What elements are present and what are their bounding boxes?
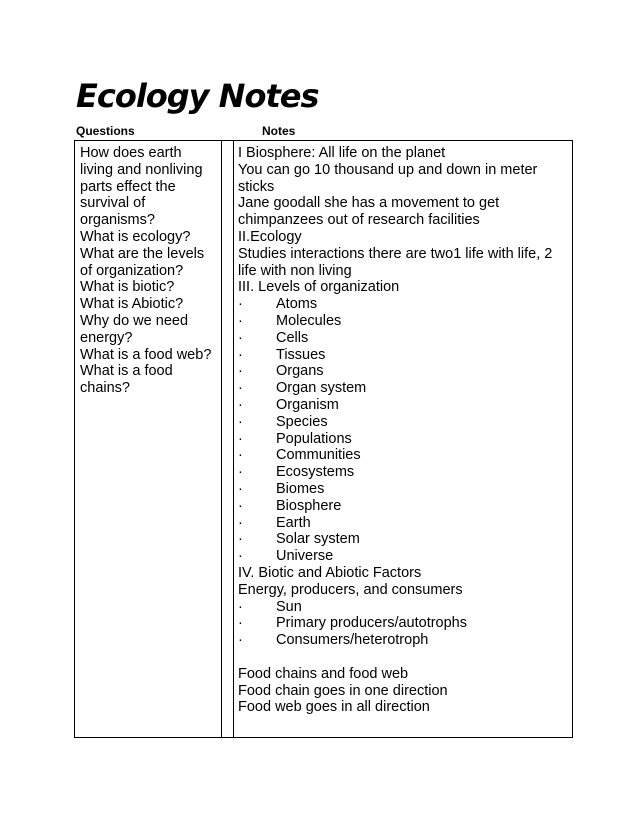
level-label: Molecules — [276, 312, 342, 329]
level-label: Biomes — [276, 480, 325, 497]
level-item — [238, 296, 570, 313]
biosphere-heading: I Biosphere: All life on the planet — [238, 145, 446, 161]
question-line: living and nonliving — [80, 161, 203, 178]
note-line: Food chain goes in one direction — [238, 682, 448, 699]
page-title: Ecology Notes — [76, 77, 319, 115]
column-divider — [222, 140, 233, 738]
question-line: How does earth — [80, 145, 182, 161]
question-line: Why do we need — [80, 312, 189, 329]
level-item — [238, 548, 570, 565]
blank-line — [238, 649, 570, 666]
level-item — [238, 414, 570, 431]
questions-column-header: Questions — [76, 124, 135, 138]
level-label: Organ system — [276, 380, 367, 397]
bullet-dot: · — [238, 464, 243, 481]
level-item — [238, 431, 570, 448]
level-label: Communities — [276, 447, 361, 464]
bullet-dot: · — [238, 514, 243, 531]
level-label: Tissues — [276, 346, 326, 363]
level-item — [238, 347, 570, 364]
note-line: Studies interactions there are two1 life with life, 2 — [238, 245, 553, 262]
factors-heading: IV. Biotic and Abiotic Factors — [238, 564, 422, 581]
note-line: life with non living — [238, 262, 352, 279]
level-label: Ecosystems — [276, 464, 355, 481]
notes-column — [238, 145, 570, 716]
bullet-dot: · — [238, 329, 243, 346]
ecology-heading: II.Ecology — [238, 228, 302, 245]
question-line: energy? — [80, 329, 133, 346]
level-item — [238, 515, 570, 532]
note-line: Energy, producers, and consumers — [238, 581, 463, 598]
level-label: Earth — [276, 514, 311, 531]
energy-item — [238, 615, 570, 632]
bullet-dot: · — [238, 497, 243, 514]
questions-column — [80, 145, 220, 397]
energy-label: Sun — [276, 598, 302, 615]
question-line: What is Abiotic? — [80, 296, 184, 313]
bullet-dot: · — [238, 396, 243, 413]
bullet-dot: · — [238, 363, 243, 380]
level-item — [238, 330, 570, 347]
bullet-dot: · — [238, 312, 243, 329]
level-label: Atoms — [276, 296, 318, 313]
energy-item — [238, 632, 570, 649]
energy-label: Primary producers/autotrophs — [276, 615, 467, 632]
note-line: Food chains and food web — [238, 665, 409, 682]
level-item — [238, 397, 570, 414]
question-line: chains? — [80, 380, 130, 397]
bullet-dot: · — [238, 346, 243, 363]
note-line: sticks — [238, 178, 275, 195]
bullet-dot: · — [238, 615, 243, 632]
bullet-dot: · — [238, 632, 243, 649]
level-item — [238, 481, 570, 498]
bullet-dot: · — [238, 531, 243, 548]
level-item — [238, 363, 570, 380]
bullet-dot: · — [238, 548, 243, 565]
level-label: Solar system — [276, 531, 360, 548]
level-label: Organism — [276, 396, 339, 413]
note-line: Jane goodall she has a movement to get — [238, 195, 500, 212]
bullet-dot: · — [238, 430, 243, 447]
level-label: Universe — [276, 548, 334, 565]
question-line: organisms? — [80, 212, 155, 229]
bullet-dot: · — [238, 413, 243, 430]
notes-column-header: Notes — [262, 124, 296, 138]
level-label: Biosphere — [276, 497, 342, 514]
question-line: What is biotic? — [80, 279, 175, 296]
level-item — [238, 531, 570, 548]
bullet-dot: · — [238, 296, 243, 313]
level-item — [238, 464, 570, 481]
question-line: survival of — [80, 195, 146, 212]
level-label: Organs — [276, 363, 324, 380]
level-label: Cells — [276, 329, 309, 346]
energy-label: Consumers/heterotroph — [276, 632, 429, 649]
level-item — [238, 498, 570, 515]
note-line: chimpanzees out of research facilities — [238, 212, 480, 229]
level-item — [238, 380, 570, 397]
level-label: Species — [276, 413, 328, 430]
bullet-dot: · — [238, 380, 243, 397]
energy-item — [238, 599, 570, 616]
question-line: parts effect the — [80, 178, 176, 195]
bullet-dot: · — [238, 598, 243, 615]
question-line: What are the levels — [80, 245, 205, 262]
bullet-dot: · — [238, 447, 243, 464]
question-line: of organization? — [80, 262, 184, 279]
note-line: Food web goes in all direction — [238, 699, 430, 716]
question-line: What is a food web? — [80, 346, 212, 363]
levels-heading: III. Levels of organization — [238, 279, 400, 296]
level-item — [238, 447, 570, 464]
question-line: What is a food — [80, 363, 173, 380]
level-item — [238, 313, 570, 330]
note-line: You can go 10 thousand up and down in meter — [238, 161, 538, 178]
level-label: Populations — [276, 430, 352, 447]
question-line: What is ecology? — [80, 228, 191, 245]
bullet-dot: · — [238, 480, 243, 497]
